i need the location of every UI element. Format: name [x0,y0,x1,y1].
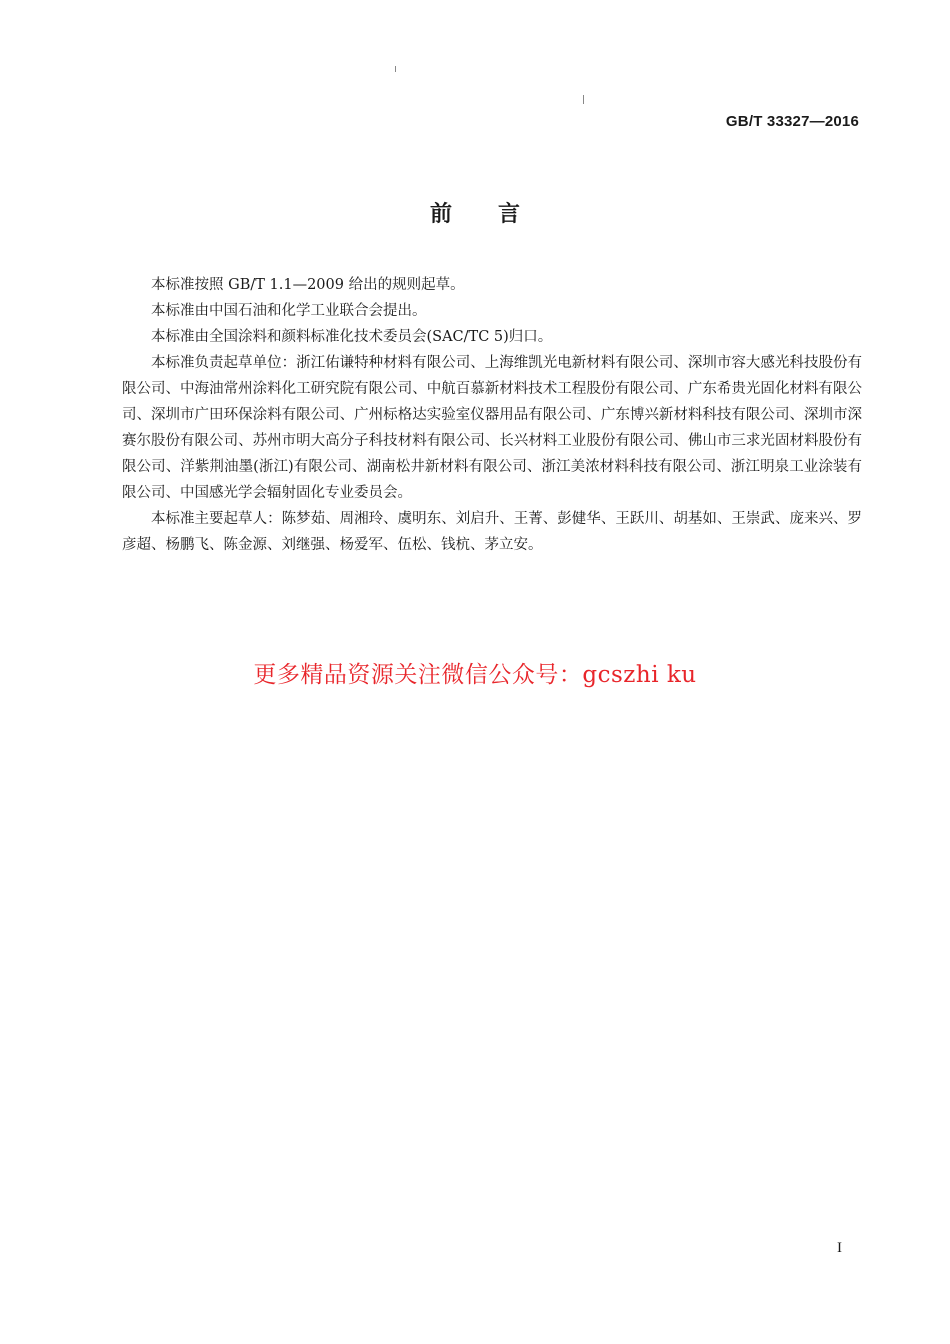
paragraph-drafters: 本标准主要起草人：陈梦茹、周湘玲、虞明东、刘启升、王菁、彭健华、王跃川、胡基如、王崇武、庞来兴、罗彦超、杨鹏飞、陈金源、刘继强、杨爱军、伍松、钱杭、茅立安。 [122,511,862,553]
paragraph-proposer: 本标准由中国石油和化学工业联合会提出。 [151,303,427,319]
scan-speck [583,95,584,104]
paragraph-drafting-rules: 本标准按照 GB/T 1.1—2009 给出的规则起草。 [151,277,465,293]
standard-number: GB/T 33327—2016 [725,113,859,130]
foreword-body [122,272,862,558]
paragraph-drafting-units: 本标准负责起草单位：浙江佑谦特种材料有限公司、上海维凯光电新材料有限公司、深圳市容大感光科技股份有限公司、中海油常州涂料化工研究院有限公司、中航百慕新材料技术工程股份有限公司、广东希贵光固化材料有限公司、深圳市广田环保涂料有限公司、广州标格达实验室仪器用品有限公司、广东博兴新材料科技有限公司、深圳市深赛尔股份有限公司、苏州市明大高分子科技材料有限公司、长兴材料工业股份有限公司、佛山市三求光固材料股份有限公司、洋紫荆油墨(浙江)有限公司、湖南松井新材料有限公司、浙江美浓材料科技有限公司、浙江明泉工业涂装有限公司、中国感光学会辐射固化专业委员会。 [122,355,862,501]
paragraph-administration: 本标准由全国涂料和颜料标准化技术委员会(SAC/TC 5)归口。 [151,329,553,345]
page-title: 前言 [429,202,566,227]
promo-text: 更多精品资源关注微信公众号：gcszhi ku [253,662,697,688]
page-number: I [837,1240,842,1256]
scan-speck [395,66,396,72]
